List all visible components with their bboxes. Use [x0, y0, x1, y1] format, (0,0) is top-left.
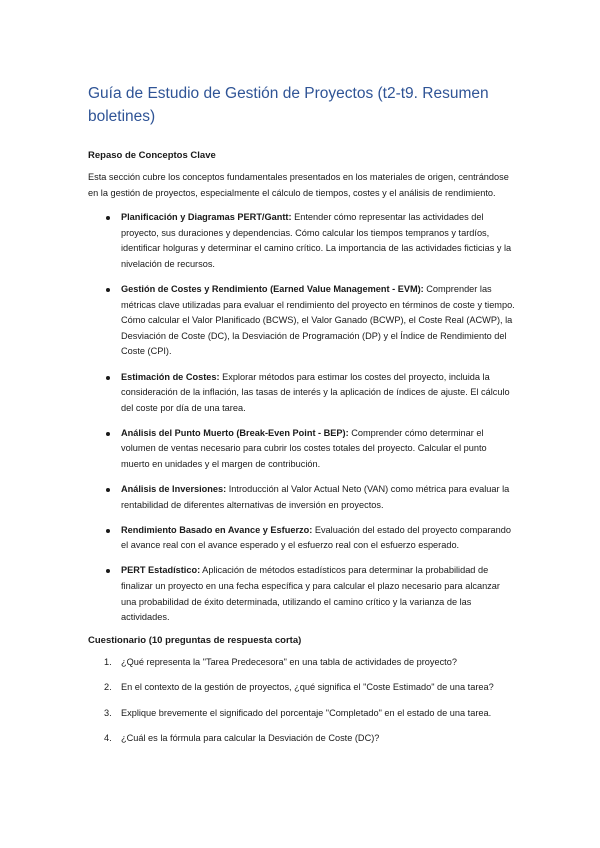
- list-item-term: Planificación y Diagramas PERT/Gantt:: [121, 212, 292, 223]
- list-item-term: Rendimiento Basado en Avance y Esfuerzo:: [121, 524, 313, 535]
- question-item: [88, 680, 516, 696]
- list-item: [88, 563, 516, 625]
- bullet-icon: [106, 488, 110, 492]
- list-item: [88, 282, 516, 360]
- question-item: [88, 706, 516, 722]
- document-title: Guía de Estudio de Gestión de Proyectos (t2-t9. Resumen boletines): [88, 85, 489, 125]
- list-item-text: Explorar métodos para estimar los costes del proyecto, incluida la consideración de la inflación, las tasas de interés y la aplicación de índices de ajuste. El cálculo del coste por día de una tarea.: [121, 371, 510, 413]
- questions-list: [88, 655, 516, 746]
- question-text: Explique brevemente el significado del porcentaje "Completado" en el estado de una tarea.: [121, 707, 492, 718]
- list-item-text: Aplicación de métodos estadísticos para determinar la probabilidad de finalizar un proyecto en una fecha específica y para calcular el plazo necesario para alcanzar una probabilidad de éxito determinada, utilizando el camino crítico y la varianza de las actividades.: [121, 565, 500, 623]
- list-item-text: Entender cómo representar las actividades del proyecto, sus duraciones y dependencias. Cómo calcular los tiempos tempranos y tardíos, identificar holguras y determinar el camino crítico. La importancia de las actividades ficticias y la nivelación de recursos.: [121, 212, 512, 269]
- bullet-icon: [106, 569, 110, 573]
- bullet-icon: [106, 529, 110, 533]
- list-item-text: Comprender cómo determinar el volumen de ventas necesario para cubrir los costes totales del proyecto. Calcular el punto muerto en unidades y el margen de contribución.: [121, 427, 487, 469]
- question-number: 1.: [104, 657, 112, 668]
- section-intro: Esta sección cubre los conceptos fundamentales presentados en los materiales de origen, centrándose en la gestión de proyectos, especialmente el cálculo de tiempos, costes y el análisis de rendimiento.: [88, 172, 509, 198]
- question-text: ¿Cuál es la fórmula para calcular la Desviación de Coste (DC)?: [121, 732, 380, 743]
- list-item-term: PERT Estadístico:: [121, 565, 201, 576]
- list-item: [88, 210, 516, 272]
- section-heading-concepts: Repaso de Conceptos Clave: [88, 150, 216, 161]
- bullet-icon: [106, 432, 110, 436]
- question-number: 3.: [104, 707, 112, 718]
- question-text: ¿Qué representa la "Tarea Predecesora" en una tabla de actividades de proyecto?: [121, 657, 457, 668]
- bullet-icon: [106, 288, 110, 292]
- list-item-term: Estimación de Costes:: [121, 371, 220, 382]
- question-number: 2.: [104, 682, 112, 693]
- document-body: [88, 150, 516, 756]
- section-heading-quiz: Cuestionario (10 preguntas de respuesta corta): [88, 635, 302, 647]
- bullet-icon: [106, 376, 110, 380]
- list-item-term: Análisis de Inversiones:: [121, 484, 227, 495]
- list-item-text: Comprender las métricas clave utilizadas para evaluar el rendimiento del proyecto en términos de coste y tiempo. Cómo calcular el Valor Planificado (BCWS), el Valor Ganado (BCWP), el Coste Real (ACWP), la Desviación de Coste (DC), la Desviación de Programación (DP) y el Índice de Rendimiento del Coste (CPI).: [121, 284, 515, 357]
- list-item-term: Análisis del Punto Muerto (Break-Even Point - BEP):: [121, 427, 349, 438]
- bullet-icon: [106, 216, 110, 220]
- list-item: [88, 523, 516, 554]
- list-item: [88, 426, 516, 473]
- list-item-term: Gestión de Costes y Rendimiento (Earned Value Management - EVM):: [121, 284, 424, 295]
- list-item-text: Evaluación del estado del proyecto comparando el avance real con el avance esperado y el esfuerzo real con el esfuerzo esperado.: [121, 524, 511, 551]
- concepts-list: [88, 210, 516, 626]
- question-text: En el contexto de la gestión de proyectos, ¿qué significa el "Coste Estimado" de una tarea?: [121, 682, 494, 693]
- question-item: [88, 731, 516, 747]
- question-item: [88, 655, 516, 671]
- question-number: 4.: [104, 732, 112, 743]
- list-item: [88, 482, 516, 513]
- list-item-text: Introducción al Valor Actual Neto (VAN) como métrica para evaluar la rentabilidad de diferentes alternativas de inversión en proyectos.: [121, 484, 510, 510]
- list-item: [88, 370, 516, 417]
